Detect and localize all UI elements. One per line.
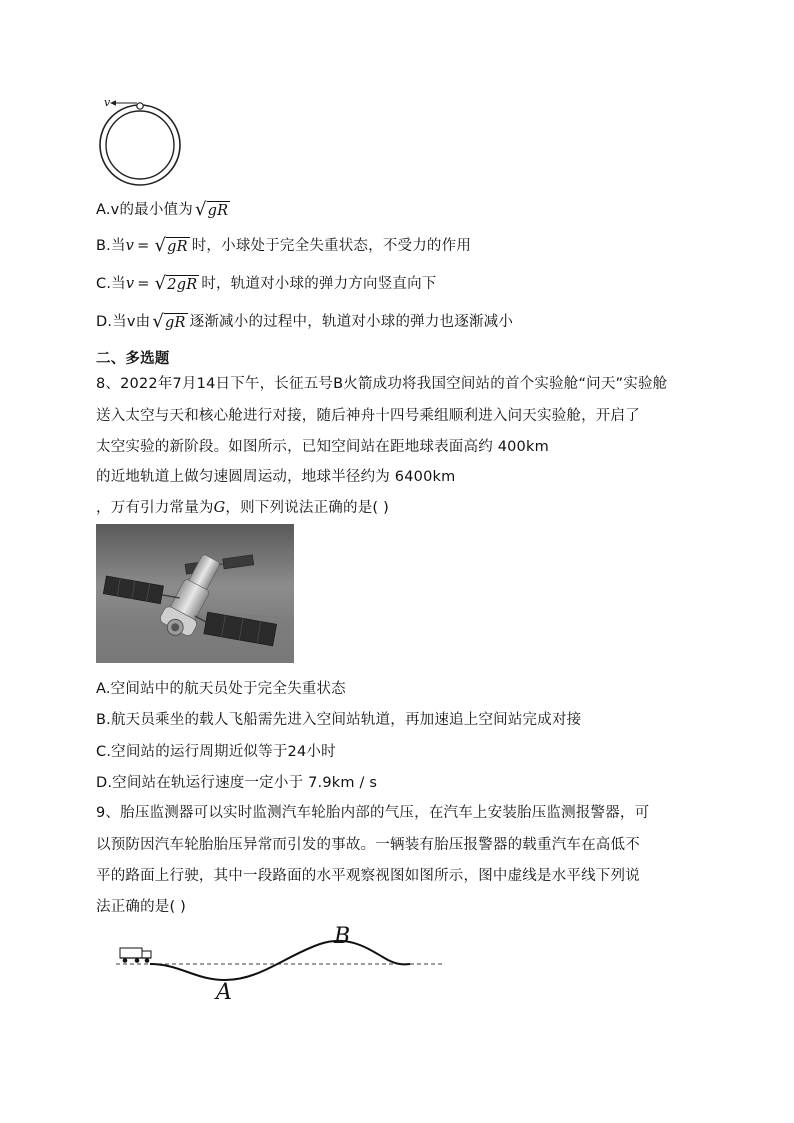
q8-stem-line2: 送入太空与天和核心舱进行对接，随后神舟十四号乘组顺利进入问天实验舱，开启了 xyxy=(96,408,640,424)
point-label-b: B xyxy=(334,924,351,949)
sqrt-expression: √ gR xyxy=(152,310,186,332)
circular-track-figure xyxy=(96,96,186,188)
space-station-photo xyxy=(96,524,294,663)
q7-option-a[interactable]: A.v的最小值为 √ gR xyxy=(96,198,229,220)
q9-stem-line3: 平的路面上行驶，其中一段路面的水平观察视图如图所示，图中虚线是水平线下列说 xyxy=(96,868,640,884)
sqrt-expression: √ 2gR xyxy=(154,272,198,294)
q7-option-c[interactable]: C.当v = √ 2gR 时，轨道对小球的弹力方向竖直向下 xyxy=(96,272,437,294)
q8-stem-line5: ，万有引力常量为G，则下列说法正确的是( ) xyxy=(96,500,389,516)
sqrt-expression: √ gR xyxy=(194,198,229,220)
q7-option-d[interactable]: D.当v由 √ gR 逐渐减小的过程中，轨道对小球的弹力也逐渐减小 xyxy=(96,310,514,332)
q7-option-b[interactable]: B.当v = √ gR 时，小球处于完全失重状态，不受力的作用 xyxy=(96,234,472,256)
velocity-label: v xyxy=(104,96,111,109)
point-label-a: A xyxy=(216,980,232,1005)
q8-option-b[interactable]: B.航天员乘坐的载人飞船需先进入空间站轨道，再加速追上空间站完成对接 xyxy=(96,712,582,728)
q9-stem-line1: 9、胎压监测器可以实时监测汽车轮胎内部的气压，在汽车上安装胎压监测报警器，可 xyxy=(96,805,650,821)
road-profile-figure xyxy=(110,922,450,1008)
q8-stem-line4: 的近地轨道上做匀速圆周运动，地球半径约为 6400km xyxy=(96,469,456,485)
q8-option-a[interactable]: A.空间站中的航天员处于完全失重状态 xyxy=(96,681,346,697)
q9-stem-line2: 以预防因汽车轮胎胎压异常而引发的事故。一辆装有胎压报警器的载重汽车在高低不 xyxy=(96,837,640,853)
sqrt-expression: √ gR xyxy=(154,234,188,256)
q8-stem-line3: 太空实验的新阶段。如图所示，已知空间站在距地球表面高约 400km xyxy=(96,439,549,455)
truck-icon xyxy=(120,948,151,963)
section-title: 二、多选题 xyxy=(96,351,170,367)
q8-option-d[interactable]: D.空间站在轨运行速度一定小于 7.9km / s xyxy=(96,775,378,791)
q9-stem-line4: 法正确的是( ) xyxy=(96,899,187,915)
q8-option-c[interactable]: C.空间站的运行周期近似等于24小时 xyxy=(96,744,336,760)
q8-stem-line1: 8、2022年7月14日下午，长征五号B火箭成功将我国空间站的首个实验舱“问天”实验舱 xyxy=(96,376,668,392)
